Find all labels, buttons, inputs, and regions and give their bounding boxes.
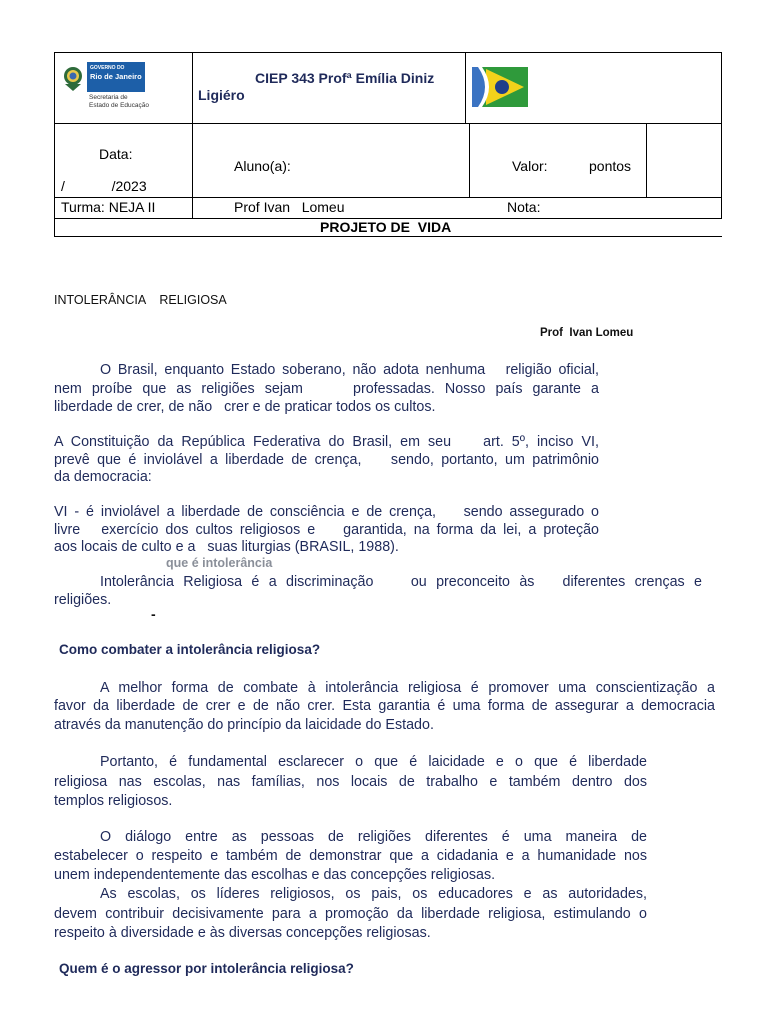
paragraph-line: religiosa nas escolas, nas famílias, nos locais de trabalho e também dentro dos bbox=[54, 774, 647, 790]
paragraph-line: Intolerância Religiosa é a discriminação ou preconceito às diferentes crenças e bbox=[100, 574, 702, 590]
paragraph-line: liberdade de crer, de não crer e de praticar todos os cultos. bbox=[54, 399, 436, 415]
paragraph-line: unem independentemente das escolhas e das concepções religiosas. bbox=[54, 867, 496, 883]
class-label: Turma: NEJA II bbox=[61, 199, 156, 215]
logo-banner bbox=[87, 62, 145, 92]
student-label: Aluno(a): bbox=[234, 158, 291, 174]
question-heading-1: Como combater a intolerância religiosa? bbox=[59, 642, 321, 657]
paragraph-line: Portanto, é fundamental esclarecer o que é laicidade e o que é liberdade bbox=[100, 754, 647, 770]
faded-heading: que é intolerância bbox=[166, 556, 273, 570]
paragraph-line: O diálogo entre as pessoas de religiões diferentes é uma maneira de bbox=[100, 829, 647, 845]
table-border bbox=[646, 123, 647, 197]
logo-line3: Secretaria de bbox=[89, 94, 128, 101]
government-logo bbox=[62, 62, 149, 112]
paragraph-line: templos religiosos. bbox=[54, 793, 173, 809]
table-border bbox=[54, 123, 722, 124]
paragraph-line: livre exercício dos cultos religiosos e garantida, na forma da lei, a proteção bbox=[54, 522, 599, 538]
section-title: INTOLERÂNCIA RELIGIOSA bbox=[54, 293, 227, 307]
logo-line4: Estado de Educação bbox=[89, 102, 149, 109]
paragraph-line: através da manutenção do princípio da laicidade do Estado. bbox=[54, 717, 434, 733]
paragraph-line: prevê que é inviolável a liberdade de crença, sendo, portanto, um patrimônio bbox=[54, 452, 599, 468]
paragraph-line: estabelecer o respeito e também de demonstrar que a cidadania e a humanidade nos bbox=[54, 848, 647, 864]
paragraph-line: favor da liberdade de crer e de não crer. Esta garantia é uma forma de assegurar a democracia bbox=[54, 698, 715, 714]
paragraph-line: nem proíbe que as religiões sejam professadas. Nosso país garante a bbox=[54, 381, 599, 397]
date-value: / /2023 bbox=[61, 178, 147, 194]
coat-of-arms-icon bbox=[62, 64, 84, 92]
paragraph-line: devem contribuir decisivamente para a promoção da liberdade religiosa, estimulando o bbox=[54, 906, 647, 922]
table-border bbox=[54, 52, 55, 236]
points-label: pontos bbox=[589, 158, 632, 174]
paragraph-line: A melhor forma de combate à intolerância religiosa é promover uma conscientização a bbox=[100, 680, 715, 696]
value-label: Valor: bbox=[512, 158, 548, 174]
paragraph-line: O Brasil, enquanto Estado soberano, não adota nenhuma religião oficial, bbox=[100, 362, 599, 378]
table-border bbox=[54, 236, 722, 237]
paragraph-line: As escolas, os líderes religiosos, os pais, os educadores e as autoridades, bbox=[100, 886, 647, 902]
table-border bbox=[54, 52, 722, 53]
paragraph-line: VI - é inviolável a liberdade de consciência e de crença, sendo assegurado o bbox=[54, 504, 599, 520]
date-label: Data: bbox=[99, 146, 133, 162]
table-border bbox=[54, 197, 722, 198]
logo-line2: Rio de Janeiro bbox=[90, 72, 142, 81]
question-heading-2: Quem é o agressor por intolerância religiosa? bbox=[59, 961, 354, 976]
grade-label: Nota: bbox=[507, 199, 541, 215]
table-border bbox=[721, 52, 722, 219]
paragraph-line: respeito à diversidade e às diversas concepções religiosas. bbox=[54, 925, 431, 941]
paragraph-line: A Constituição da República Federativa do Brasil, em seu art. 5º, inciso VI, bbox=[54, 434, 599, 450]
school-name-line2: Ligiéro bbox=[198, 87, 245, 103]
paragraph-line: religiões. bbox=[54, 592, 112, 608]
table-border bbox=[192, 52, 193, 219]
table-border bbox=[469, 123, 470, 197]
professor-label: Prof Ivan Lomeu bbox=[234, 199, 345, 215]
paragraph-line: da democracia: bbox=[54, 469, 152, 485]
table-border bbox=[465, 52, 466, 124]
logo-line1: GOVERNO DO bbox=[90, 65, 125, 71]
paragraph-line: aos locais de culto e a suas liturgias (BRASIL, 1988). bbox=[54, 539, 399, 555]
author-name: Prof Ivan Lomeu bbox=[540, 327, 634, 339]
school-name-line1: CIEP 343 Profª Emília Diniz bbox=[255, 70, 435, 86]
school-emblem-icon bbox=[472, 67, 528, 107]
project-title: PROJETO DE VIDA bbox=[320, 219, 452, 235]
dash-mark: - bbox=[151, 606, 156, 622]
